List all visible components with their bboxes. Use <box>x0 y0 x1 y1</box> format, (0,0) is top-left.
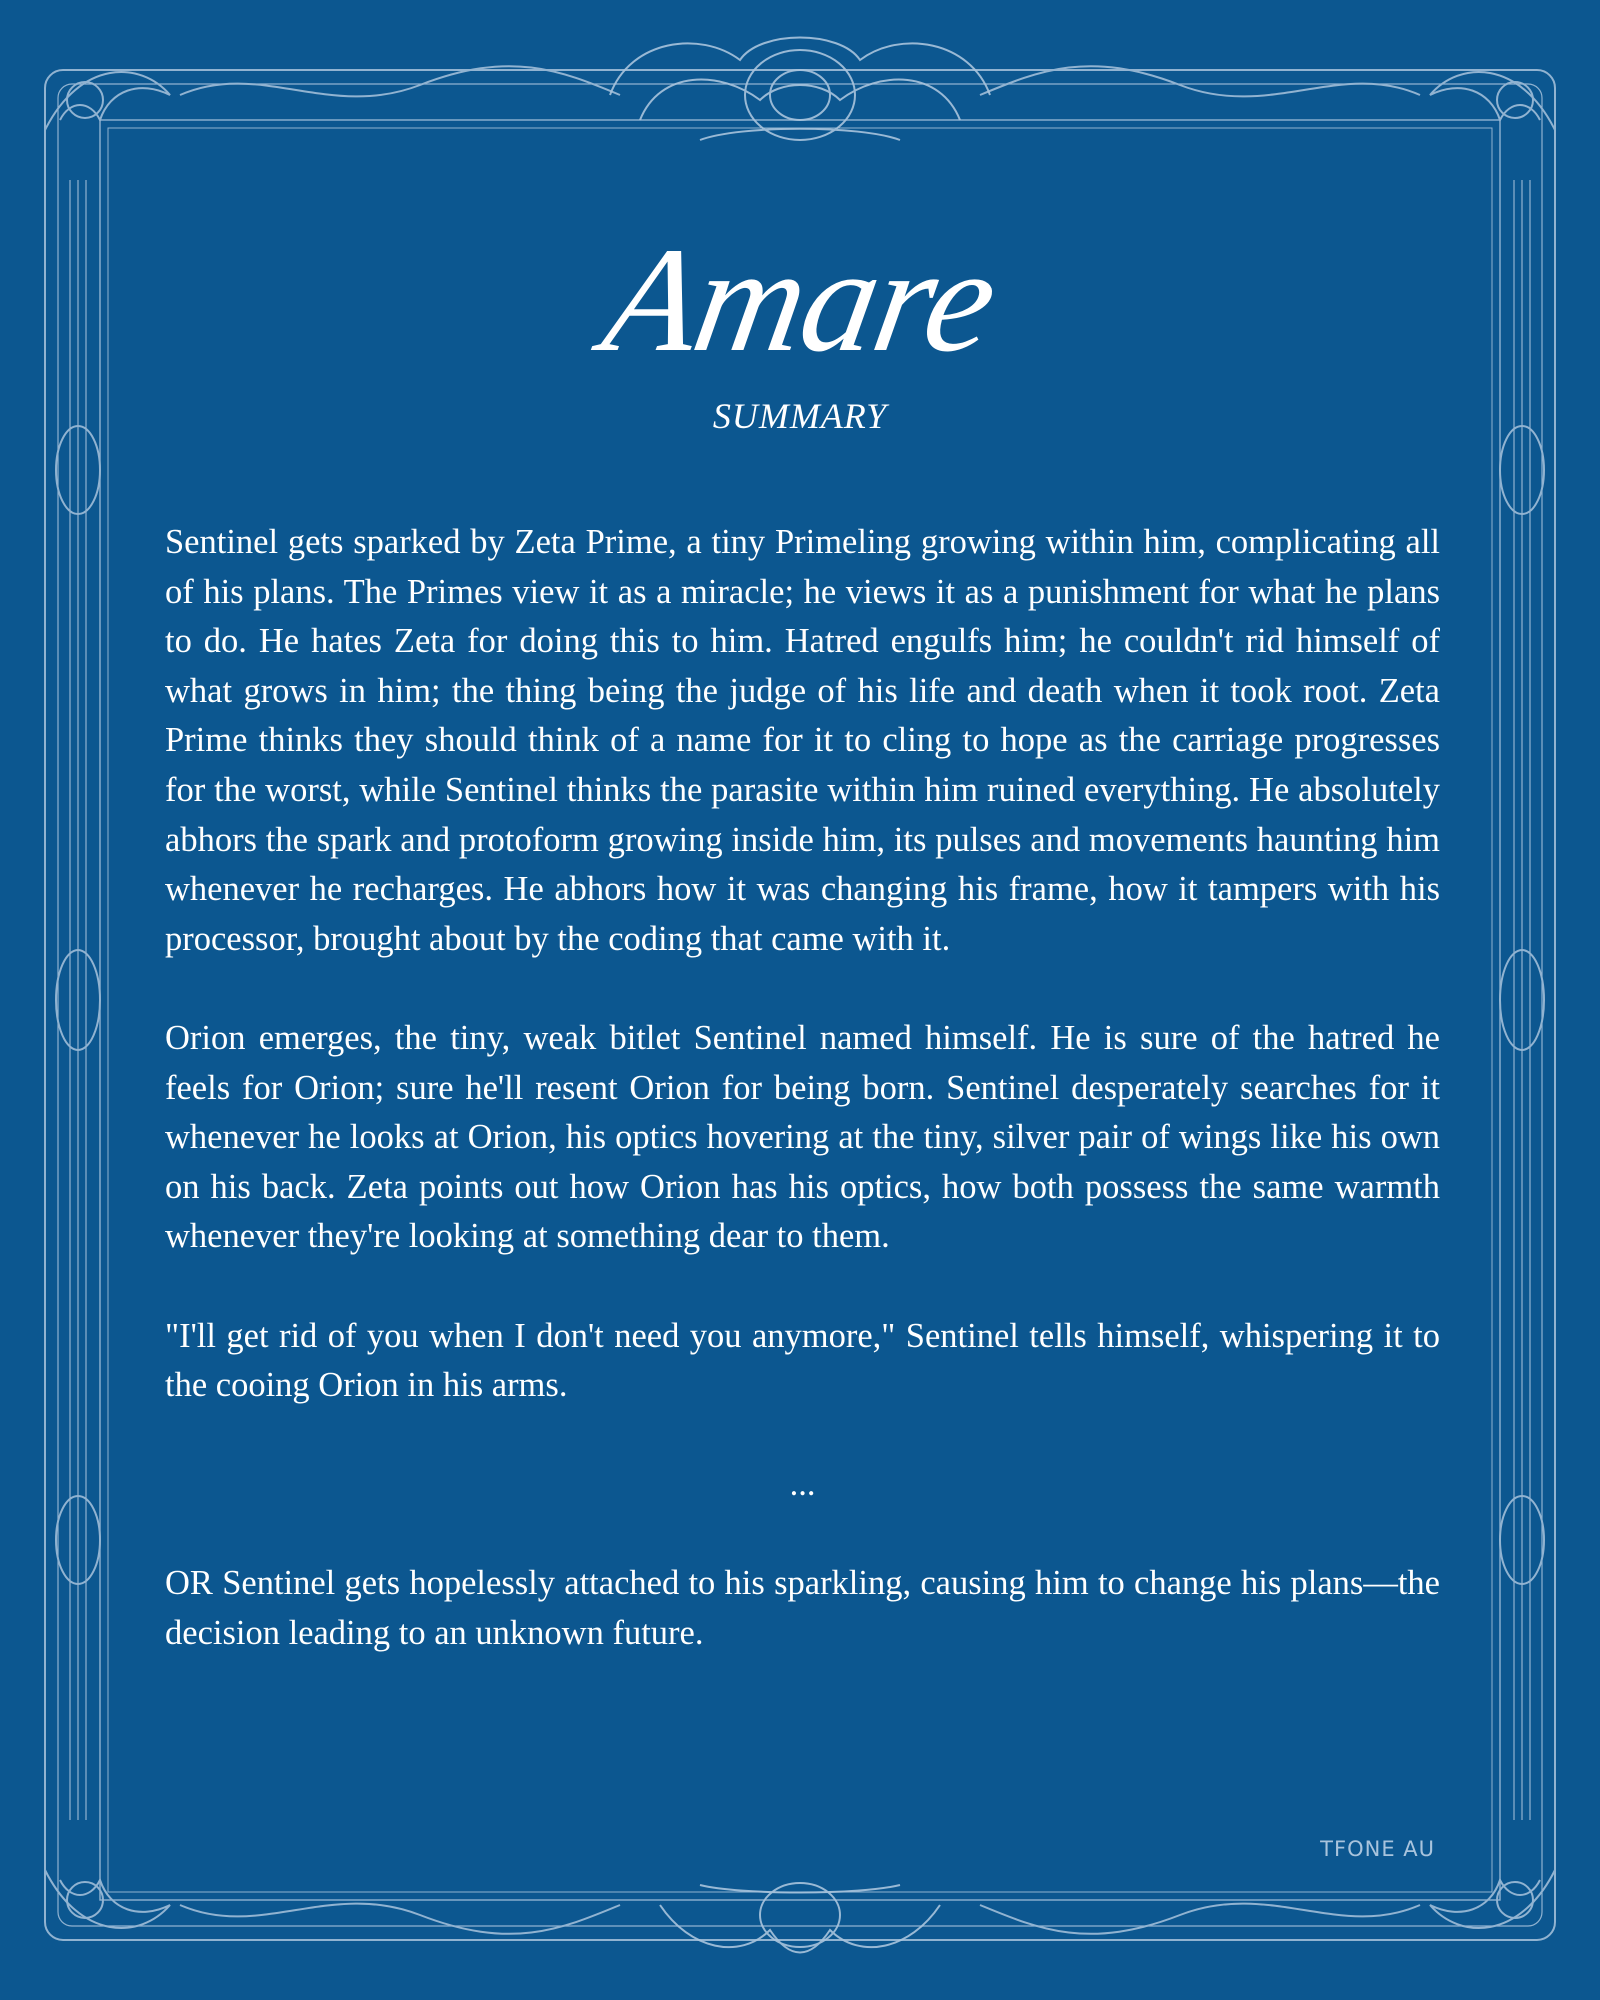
summary-body <box>165 518 1440 1708</box>
summary-paragraph: Sentinel gets sparked by Zeta Prime, a tiny Primeling growing within him, complicating all of his plans. The Primes view it as a miracle; he views it as a punishment for what he plans to do. He hates Zeta for doing this to him. Hatred engulfs him; he couldn't rid himself of what grows in him; the thing being the judge of his life and death when it took root. Zeta Prime thinks they should think of a name for it to cling to hope as the carriage progresses for the worst, while Sentinel thinks the parasite within him ruined everything. He absolutely abhors the spark and protoform growing inside him, its pulses and movements haunting him whenever he recharges. He abhors how it was changing his frame, how it tampers with his processor, brought about by the coding that came with it. <box>165 523 1440 958</box>
summary-paragraph: "I'll get rid of you when I don't need you anymore," Sentinel tells himself, whispering it to the cooing Orion in his arms. <box>165 1316 1440 1405</box>
section-heading: SUMMARY <box>712 396 888 436</box>
footer-tag: TFONE AU <box>1320 1837 1435 1861</box>
bottom-crest-icon <box>660 1883 940 1953</box>
story-title: Amare <box>593 217 1007 383</box>
closing-paragraph: OR Sentinel gets hopelessly attached to his sparkling, causing him to change his plans—the decision leading to an unknown future. <box>165 1564 1440 1653</box>
top-crest-icon <box>610 38 990 141</box>
section-separator: ... <box>789 1465 816 1504</box>
summary-paragraph: Orion emerges, the tiny, weak bitlet Sentinel named himself. He is sure of the hatred he feels for Orion; sure he'll resent Orion for being born. Sentinel desperately searches for it whenever he looks at Orion, his optics hovering at the tiny, silver pair of wings like his own on his back. Zeta points out how Orion has his optics, how both possess the same warmth whenever they're looking at something dear to them. <box>165 1018 1440 1256</box>
